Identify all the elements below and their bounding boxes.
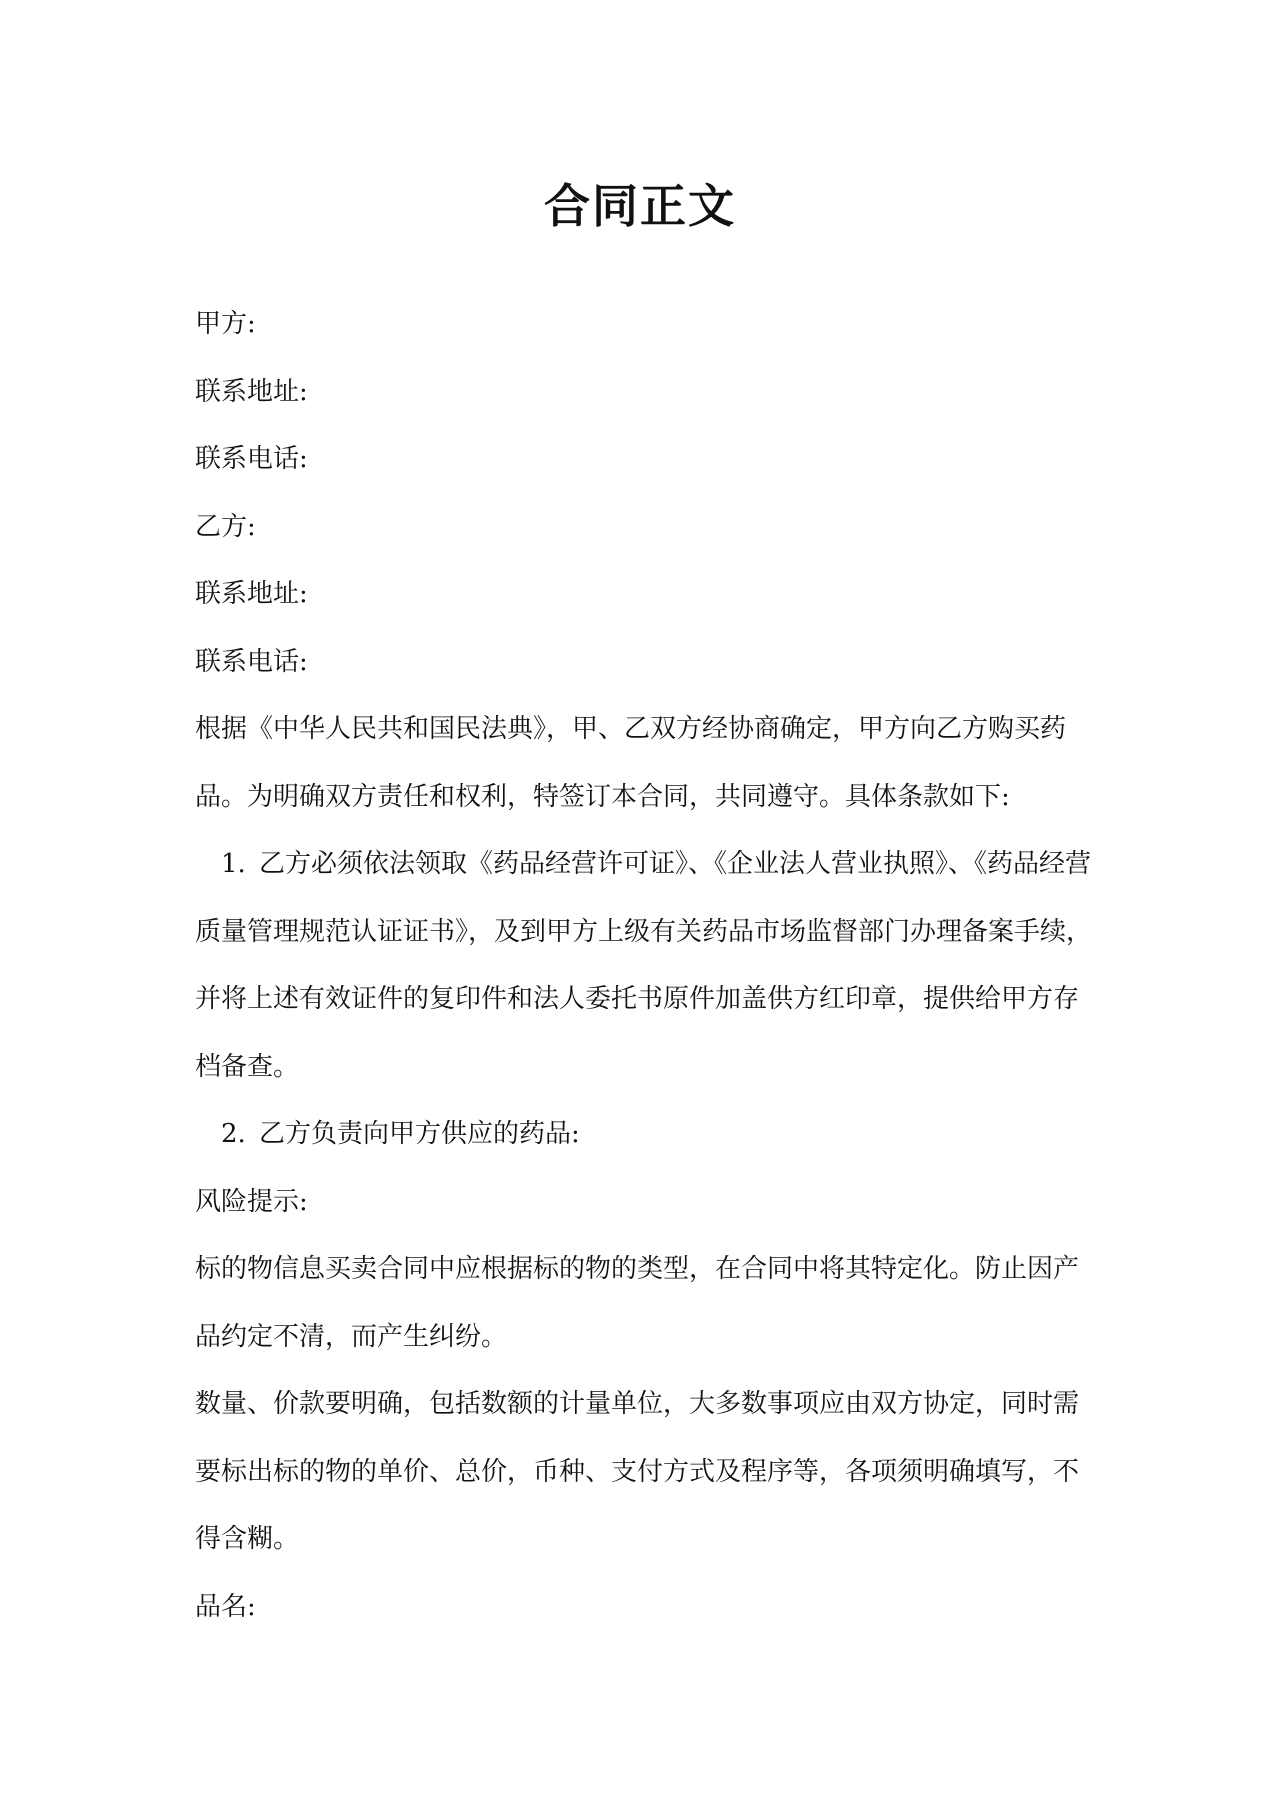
preamble-line: 根据《中华人民共和国民法典》，甲、乙双方经协商确定，甲方向乙方购买药 (195, 714, 1067, 744)
document-title: 合同正文 (544, 179, 736, 233)
risk-label: 风险提示: (195, 1186, 308, 1217)
risk-paragraph-2-line: 得含糊。 (195, 1524, 300, 1554)
clause-2-line (195, 1101, 1095, 1169)
product-name-label: 品名: (195, 1591, 256, 1622)
preamble-line: 品。为明确双方责任和权利，特签订本合同，共同遵守。具体条款如下: (195, 781, 1010, 812)
clause-2-number: 2. (221, 1119, 246, 1149)
risk-paragraph-1-line: 标的物信息买卖合同中应根据标的物的类型，在合同中将其特定化。防止因产 (195, 1254, 1080, 1284)
clause-1-text: 乙方必须依法领取《药品经营许可证》、《企业法人营业执照》、《药品经营 (259, 849, 1092, 879)
party-b-address-label: 联系地址: (195, 579, 308, 609)
clause-1-line: 质量管理规范认证证书》，及到甲方上级有关药品市场监督部门办理备案手续， (195, 916, 1093, 947)
document-body (195, 291, 1095, 1641)
clause-1-number: 1. (221, 849, 246, 879)
clause-2-text: 乙方负责向甲方供应的药品: (259, 1119, 580, 1149)
party-a-label: 甲方: (195, 309, 256, 339)
party-b-label: 乙方: (195, 511, 256, 542)
clause-1-line: 并将上述有效证件的复印件和法人委托书原件加盖供方红印章，提供给甲方存 (195, 984, 1080, 1014)
risk-paragraph-2-line: 数量、价款要明确，包括数额的计量单位，大多数事项应由双方协定，同时需 (195, 1389, 1080, 1419)
party-b-phone-label: 联系电话: (195, 646, 308, 677)
risk-paragraph-1-line: 品约定不清，而产生纠纷。 (195, 1321, 508, 1352)
party-a-phone-label: 联系电话: (195, 444, 308, 474)
clause-1-line (195, 831, 1095, 899)
party-a-address-label: 联系地址: (195, 376, 308, 407)
risk-paragraph-2-line: 要标出标的物的单价、总价，币种、支付方式及程序等，各项须明确填写，不 (195, 1456, 1080, 1487)
clause-1-line: 档备查。 (195, 1051, 300, 1082)
